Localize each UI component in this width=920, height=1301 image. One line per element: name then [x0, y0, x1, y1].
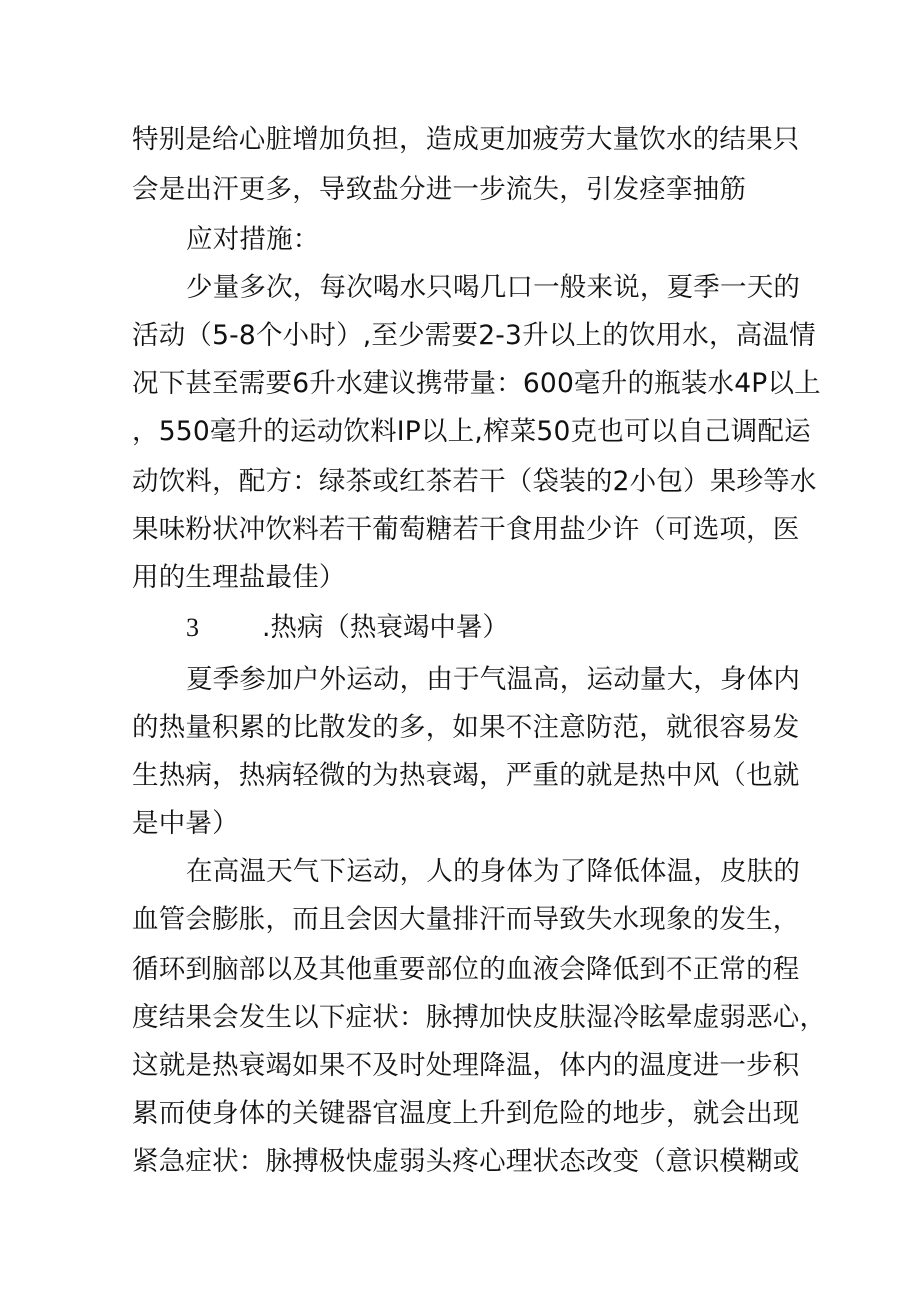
paragraph-line: 果味粉状冲饮料若干葡萄糖若干食用盐少许（可选项，医: [132, 514, 800, 545]
paragraph-line: 是中暑）: [132, 808, 239, 839]
paragraph-line: 会是出汗更多，导致盐分进一步流失，引发痉挛抽筋: [132, 174, 747, 205]
paragraph-line: 动饮料，配方：绿茶或红茶若干（袋装的2小包）果珍等水: [132, 466, 817, 497]
paragraph-line: 特别是给心脏增加负担，造成更加疲劳大量饮水的结果只: [132, 124, 800, 155]
paragraph-line: 况下甚至需要6升水建议携带量：600毫升的瓶装水4P以上: [132, 368, 821, 399]
paragraph-line: 的热量积累的比散发的多，如果不注意防范，就很容易发: [132, 712, 800, 743]
paragraph-line: ，550毫升的运动饮料IP以上,榨菜50克也可以自己调配运: [132, 416, 811, 447]
paragraph-line: 这就是热衰竭如果不及时处理降温，体内的温度进一步积: [132, 1050, 800, 1081]
section-number: 3: [186, 613, 199, 642]
paragraph-line: 紧急症状：脉搏极快虚弱头疼心理状态改变（意识模糊或: [132, 1146, 800, 1177]
paragraph-line: 血管会膨胀，而且会因大量排汗而导致失水现象的发生，: [132, 904, 800, 935]
paragraph-line: 生热病，热病轻微的为热衰竭，严重的就是热中风（也就: [132, 760, 800, 791]
paragraph-line: 少量多次，每次喝水只喝几口一般来说，夏季一天的: [186, 272, 801, 303]
paragraph-line: 累而使身体的关键器官温度上升到危险的地步，就会出现: [132, 1098, 800, 1129]
paragraph-line: 在高温天气下运动，人的身体为了降低体温，皮肤的: [186, 856, 801, 887]
paragraph-line: 循环到脑部以及其他重要部位的血液会降低到不正常的程: [132, 954, 800, 985]
paragraph-line: 度结果会发生以下症状：脉搏加快皮肤湿冷眩晕虚弱恶心，: [132, 1002, 827, 1033]
section-title: .热病（热衰竭中暑）: [262, 612, 509, 643]
paragraph-line: 活动（5-8个小时）,至少需要2-3升以上的饮用水，高温情: [132, 320, 816, 351]
paragraph-line: 夏季参加户外运动，由于气温高，运动量大，身体内: [186, 664, 801, 695]
subheading-measures: 应对措施：: [186, 224, 320, 255]
paragraph-line: 用的生理盐最佳）: [132, 562, 346, 593]
